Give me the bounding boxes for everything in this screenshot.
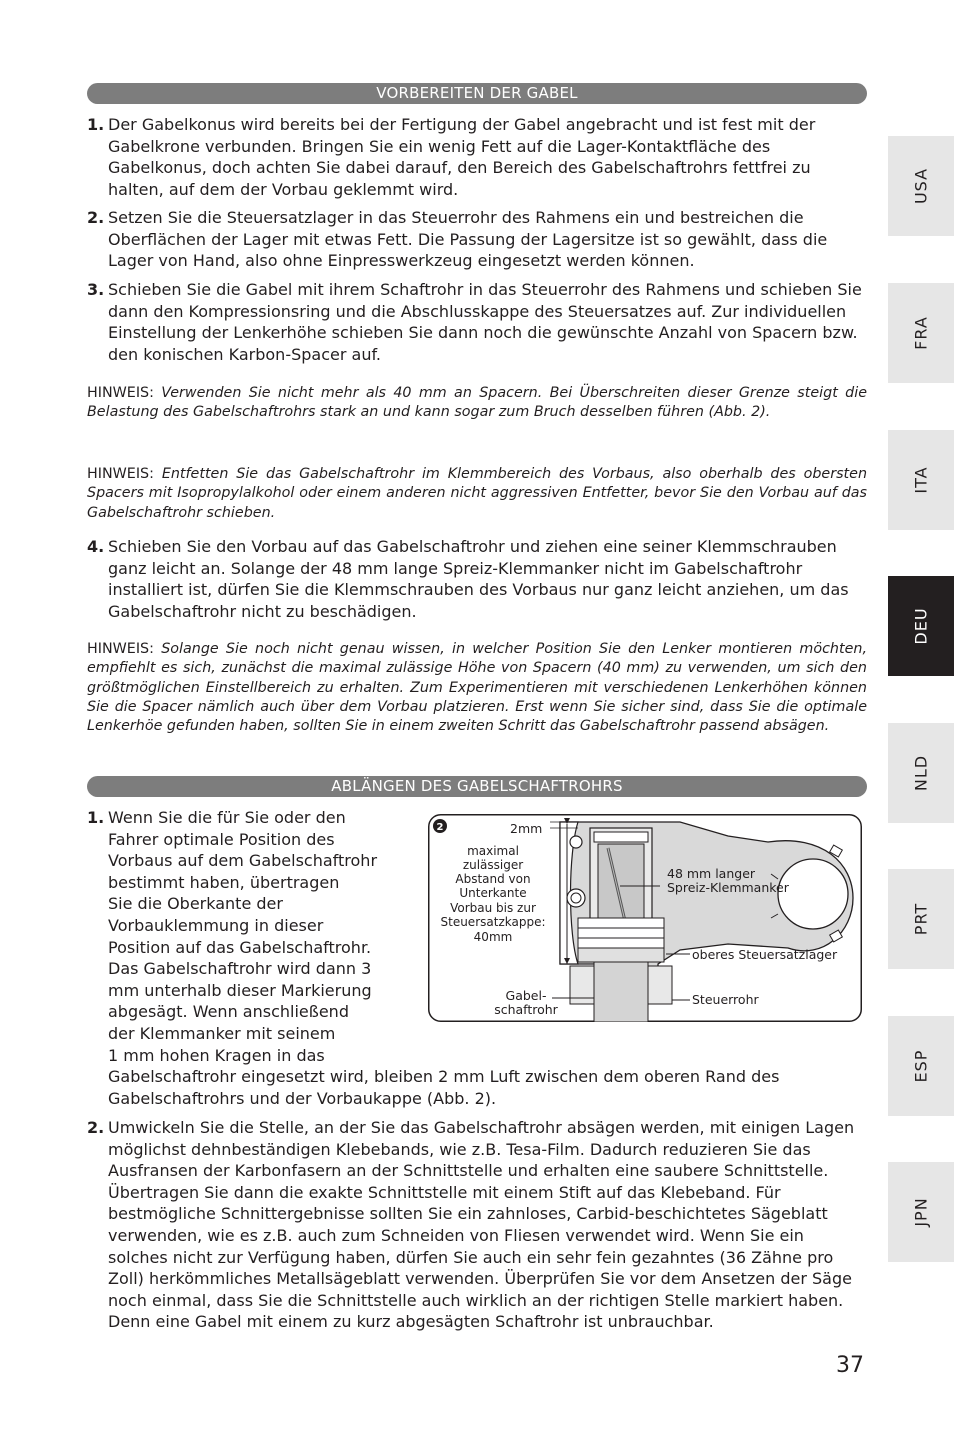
note-text: Entfetten Sie das Gabelschaftrohr im Klemmbereich des Vorbaus, also oberhalb des obersten Spacers mit Isopropylalkohol oder einem anderen nicht aggressiven Entfetter, bevor Sie den Vorbau auf das Gabelschaftrohr schieben. xyxy=(87,466,868,521)
item-line: mm unterhalb dieser Markierung xyxy=(108,980,372,1000)
item-line: Position auf das Gabelschaftrohr. xyxy=(108,937,372,957)
label-max-line: Unterkante xyxy=(459,886,527,900)
label-max-line: 40mm xyxy=(473,930,513,944)
label-max-line: Vorbau bis zur xyxy=(450,901,536,915)
item-line: Fahrer optimale Position des xyxy=(108,829,335,849)
list-item xyxy=(87,114,867,200)
item-text: Schieben Sie die Gabel mit ihrem Schaftrohr in das Steuerrohr des Rahmens und schieben Sie dann den Kompressionsring und die Abschlusskappe des Steuersatzes auf. Zur individuellen Einstellung der Lenkerhöhe schieben Sie dann noch die gewünschte Anzahl von Spacern bzw. den konischen Karbon-Spacer auf. xyxy=(108,280,862,364)
label-steerer-line: Gabel- xyxy=(505,988,547,1003)
label-max-line: zulässiger xyxy=(462,858,524,872)
label-head-tube: Steuerrohr xyxy=(692,992,759,1007)
tab-label: ITA xyxy=(911,466,931,494)
item-line: abgesägt. Wenn anschließend xyxy=(108,1002,349,1022)
list-item xyxy=(87,536,867,622)
item-line: der Klemmanker mit seinem xyxy=(108,1023,336,1043)
tab-label: NLD xyxy=(911,754,931,792)
list-item xyxy=(87,207,867,272)
page-number: 37 xyxy=(836,1353,864,1378)
list-item xyxy=(87,1117,867,1333)
label-top-bearing: oberes Steuersatzlager xyxy=(692,947,838,962)
note-label: HINWEIS: xyxy=(87,641,154,657)
item-number: 1. xyxy=(87,115,105,134)
tab-ita[interactable] xyxy=(888,430,954,530)
tab-label: ESP xyxy=(911,1049,931,1083)
item-number: 3. xyxy=(87,280,105,299)
item-text: Schieben Sie den Vorbau auf das Gabelschaftrohr und ziehen eine seiner Klemmschrauben ganz leicht an. Solange der 48 mm lange Spreiz-Klemmanker nicht im Gabelschaftrohr installiert ist, dürfen Sie die Klemmschrauben des Vorbaus nur ganz leicht anziehen, um das Gabelschaftrohr nicht zu beschädigen. xyxy=(108,537,849,621)
section-heading-cut-steerer: ABLÄNGEN DES GABELSCHAFTROHRS xyxy=(87,776,867,797)
label-2mm: 2mm xyxy=(510,821,543,836)
tab-prt[interactable] xyxy=(888,869,954,969)
stem-diagram xyxy=(428,814,862,1022)
list-item xyxy=(87,279,867,365)
note-spacers xyxy=(87,384,867,423)
item-line: Wenn Sie die für Sie oder den xyxy=(108,808,346,827)
section-heading-prepare-fork: VORBEREITEN DER GABEL xyxy=(87,83,867,104)
item-text: Der Gabelkonus wird bereits bei der Fertigung der Gabel angebracht und ist fest mit der Gabelkrone verbunden. Bringen Sie ein wenig Fett auf die Lager-Kontaktfläche des Gabelkonus, doch achten Sie dabei darauf, den Bereich des Gabelschaftrohrs fettfrei zu halten, auf dem der Vorbau geklemmt wird. xyxy=(108,115,816,199)
item-text-wrapped xyxy=(108,807,418,1066)
note-label: HINWEIS: xyxy=(87,385,154,401)
note-degrease xyxy=(87,465,867,523)
item-text: Setzen Sie die Steuersatzlager in das Steuerrohr des Rahmens ein und bestreichen die Oberflächen der Lager mit etwas Fett. Die Passung der Lagersitze ist so gewählt, dass die Lager von Hand, also ohne Einpresswerkzeug eingesetzt werden können. xyxy=(108,208,828,271)
item-number: 4. xyxy=(87,537,105,556)
note-height xyxy=(87,640,867,736)
item-line: Sie die Oberkante der xyxy=(108,894,283,914)
item-line: Vorbauklemmung in dieser xyxy=(108,915,324,935)
tab-label: PRT xyxy=(911,902,931,936)
label-anchor-line: Spreiz-Klemmanker xyxy=(667,880,789,895)
tab-label: USA xyxy=(911,167,931,205)
tab-usa[interactable] xyxy=(888,136,954,236)
label-steerer-line: schaftrohr xyxy=(494,1002,558,1017)
item-line: Vorbaus auf dem Gabelschaftrohr xyxy=(108,851,378,871)
tab-deu[interactable] xyxy=(888,576,954,676)
label-max-line: maximal xyxy=(467,844,519,858)
note-text: Solange Sie noch nicht genau wissen, in welcher Position Sie den Lenker montieren möchten, empfiehlt es sich, zunächst die maximal zulässige Höhe von Spacern (40 mm) zu verwenden, um sich den größtmöglichen Einstellbereich zu erhalten. Zum Experimentieren mit verschiedenen Lenkerhöhen können Sie die Spacer nämlich auch über dem Vorbau platzieren. Erst wenn Sie sicher sind, dass Sie die optimale Lenkerhöe gefunden haben, sollten Sie in einem zweiten Schritt das Gabelschaftrohr passend absägen. xyxy=(87,641,867,735)
item-line: Das Gabelschaftrohr wird dann 3 xyxy=(108,959,372,979)
figure-number: 2 xyxy=(436,822,444,833)
figure-stem-steerer xyxy=(428,814,862,1022)
item-text: Umwickeln Sie die Stelle, an der Sie das Gabelschaftrohr absägen werden, mit einigen Lagen möglichst dehnbeständigen Klebebands, wie z.B. Tesa-Film. Dadurch reduzieren Sie das Ausfransen der Karbonfasern an der Schnittstelle und erhalten eine saubere Schnittstelle. Übertragen Sie dann die exakte Schnittstelle mit einem Stift auf das Klebeband. Für bestmögliche Schnittergebnisse sollten Sie ein zahnloses, Carbid-beschichtetes Sägeblatt verwenden, wie es z.B. auch zum Schneiden von Fliesen verwendet wird. Wenn Sie ein solches nicht zur Verfügung haben, dürfen Sie auch ein sehr fein gezahntes (36 Zähne pro Zoll) herkömmliches Metallsägeblatt verwenden. Überprüfen Sie vor dem Ansetzen der Säge noch einmal, dass Sie die Schnittstelle auch wirklich an der richtigen Stelle markiert haben. Denn eine Gabel mit einem zu kurz abgesägten Schaftrohr ist unbrauchbar. xyxy=(108,1118,855,1332)
item-number: 2. xyxy=(87,1118,105,1137)
tab-fra[interactable] xyxy=(888,283,954,383)
tab-label: DEU xyxy=(911,607,931,645)
item-number: 2. xyxy=(87,208,105,227)
note-label: HINWEIS: xyxy=(87,466,154,482)
item-number: 1. xyxy=(87,808,105,827)
tab-nld[interactable] xyxy=(888,723,954,823)
item-line: 1 mm hohen Kragen in das xyxy=(108,1045,325,1065)
tab-label: FRA xyxy=(911,316,931,350)
item-text: Gabelschaftrohr eingesetzt wird, bleiben 2 mm Luft zwischen dem oberen Rand des Gabelschaftrohrs und der Vorbaukappe (Abb. 2). xyxy=(108,1067,780,1108)
tab-esp[interactable] xyxy=(888,1016,954,1116)
note-text: Verwenden Sie nicht mehr als 40 mm an Spacern. Bei Überschreiten dieser Grenze steigt die Belastung des Gabelschaftrohrs stark an und kann sogar zum Bruch desselben führen (Abb. 2). xyxy=(87,385,867,421)
item-line: bestimmt haben, übertragen xyxy=(108,872,340,892)
label-max-line: Abstand von xyxy=(455,872,531,886)
label-anchor-line: 48 mm langer xyxy=(667,866,756,881)
label-max-line: Steuersatzkappe: xyxy=(440,915,546,929)
tab-jpn[interactable] xyxy=(888,1162,954,1262)
tab-label: JPN xyxy=(911,1197,931,1227)
